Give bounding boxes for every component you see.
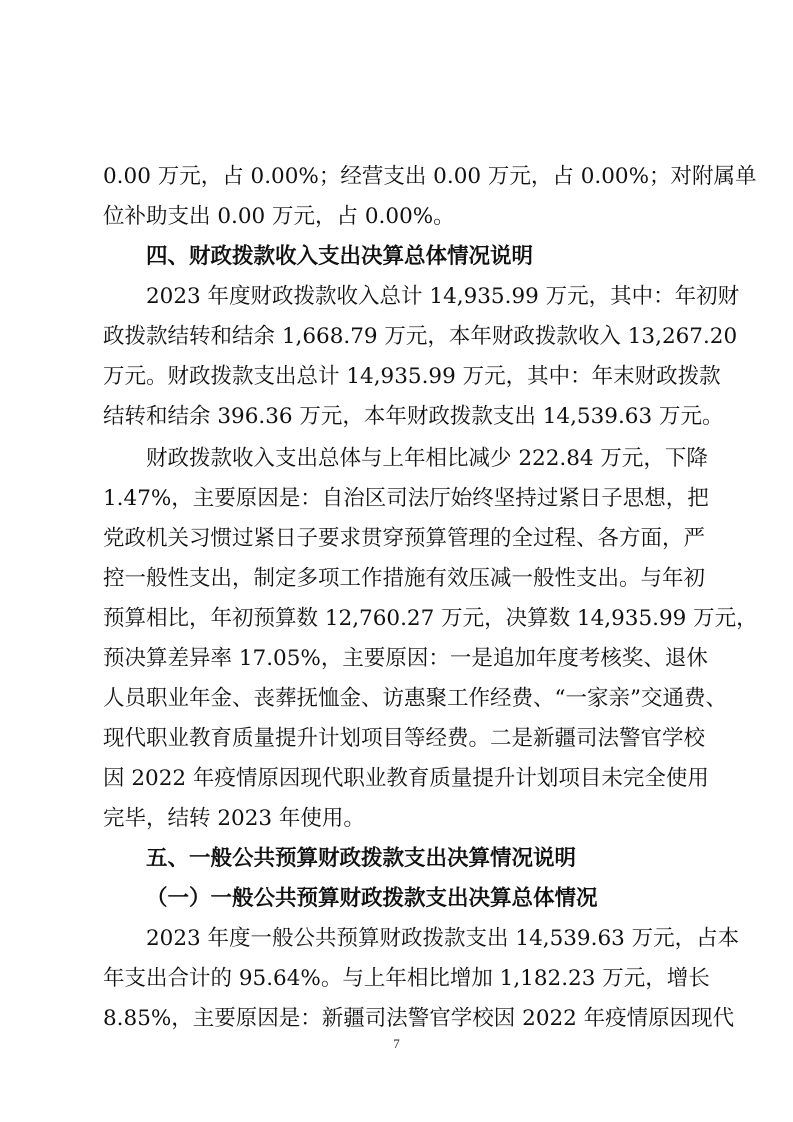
body-text-line: 预算相比，年初预算数 12,760.27 万元，决算数 14,935.99 万元， — [103, 606, 758, 631]
body-text-line: 年支出合计的 95.64%。与上年相比增加 1,182.23 万元，增长 — [103, 966, 710, 991]
body-text-line: 党政机关习惯过紧日子要求贯穿预算管理的全过程、各方面，严 — [103, 526, 706, 551]
body-text-line: 因 2022 年疫情原因现代职业教育质量提升计划项目未完全使用 — [103, 766, 709, 791]
body-text-line: 万元。财政拨款支出总计 14,935.99 万元，其中：年末财政拨款 — [103, 364, 721, 389]
body-text-line: 预决算差异率 17.05%，主要原因：一是追加年度考核奖、退休 — [103, 646, 708, 671]
body-text-line: 控一般性支出，制定多项工作措施有效压减一般性支出。与年初 — [103, 566, 706, 591]
body-text-line: 1.47%，主要原因是：自治区司法厅始终坚持过紧日子思想，把 — [103, 486, 709, 511]
body-text-line: 2023 年度财政拨款收入总计 14,935.99 万元，其中：年初财 — [146, 284, 740, 309]
body-text-line: 8.85%，主要原因是：新疆司法警官学校因 2022 年疫情原因现代 — [103, 1006, 735, 1031]
body-text-line: 政拨款结转和结余 1,668.79 万元，本年财政拨款收入 13,267.20 — [103, 324, 738, 349]
body-text-line: 财政拨款收入支出总体与上年相比减少 222.84 万元，下降 — [146, 446, 708, 471]
body-text-line: 现代职业教育质量提升计划项目等经费。二是新疆司法警官学校 — [103, 726, 706, 751]
section-heading-4: 四、财政拨款收入支出决算总体情况说明 — [146, 244, 534, 269]
page-number: 7 — [393, 1036, 400, 1051]
body-text-line: 人员职业年金、丧葬抚恤金、访惠聚工作经费、“一家亲”交通费、 — [103, 686, 727, 711]
body-text-line: 0.00 万元，占 0.00%；经营支出 0.00 万元，占 0.00%；对附属单 — [103, 164, 757, 189]
section-heading-5: 五、一般公共预算财政拨款支出决算情况说明 — [146, 846, 577, 871]
subsection-heading-1: （一）一般公共预算财政拨款支出决算总体情况 — [146, 886, 598, 911]
body-text-line: 位补助支出 0.00 万元，占 0.00%。 — [103, 204, 455, 229]
body-text-line: 完毕，结转 2023 年使用。 — [103, 806, 365, 831]
body-text-line: 结转和结余 396.36 万元，本年财政拨款支出 14,539.63 万元。 — [103, 404, 724, 429]
body-text-line: 2023 年度一般公共预算财政拨款支出 14,539.63 万元，占本 — [146, 926, 740, 951]
